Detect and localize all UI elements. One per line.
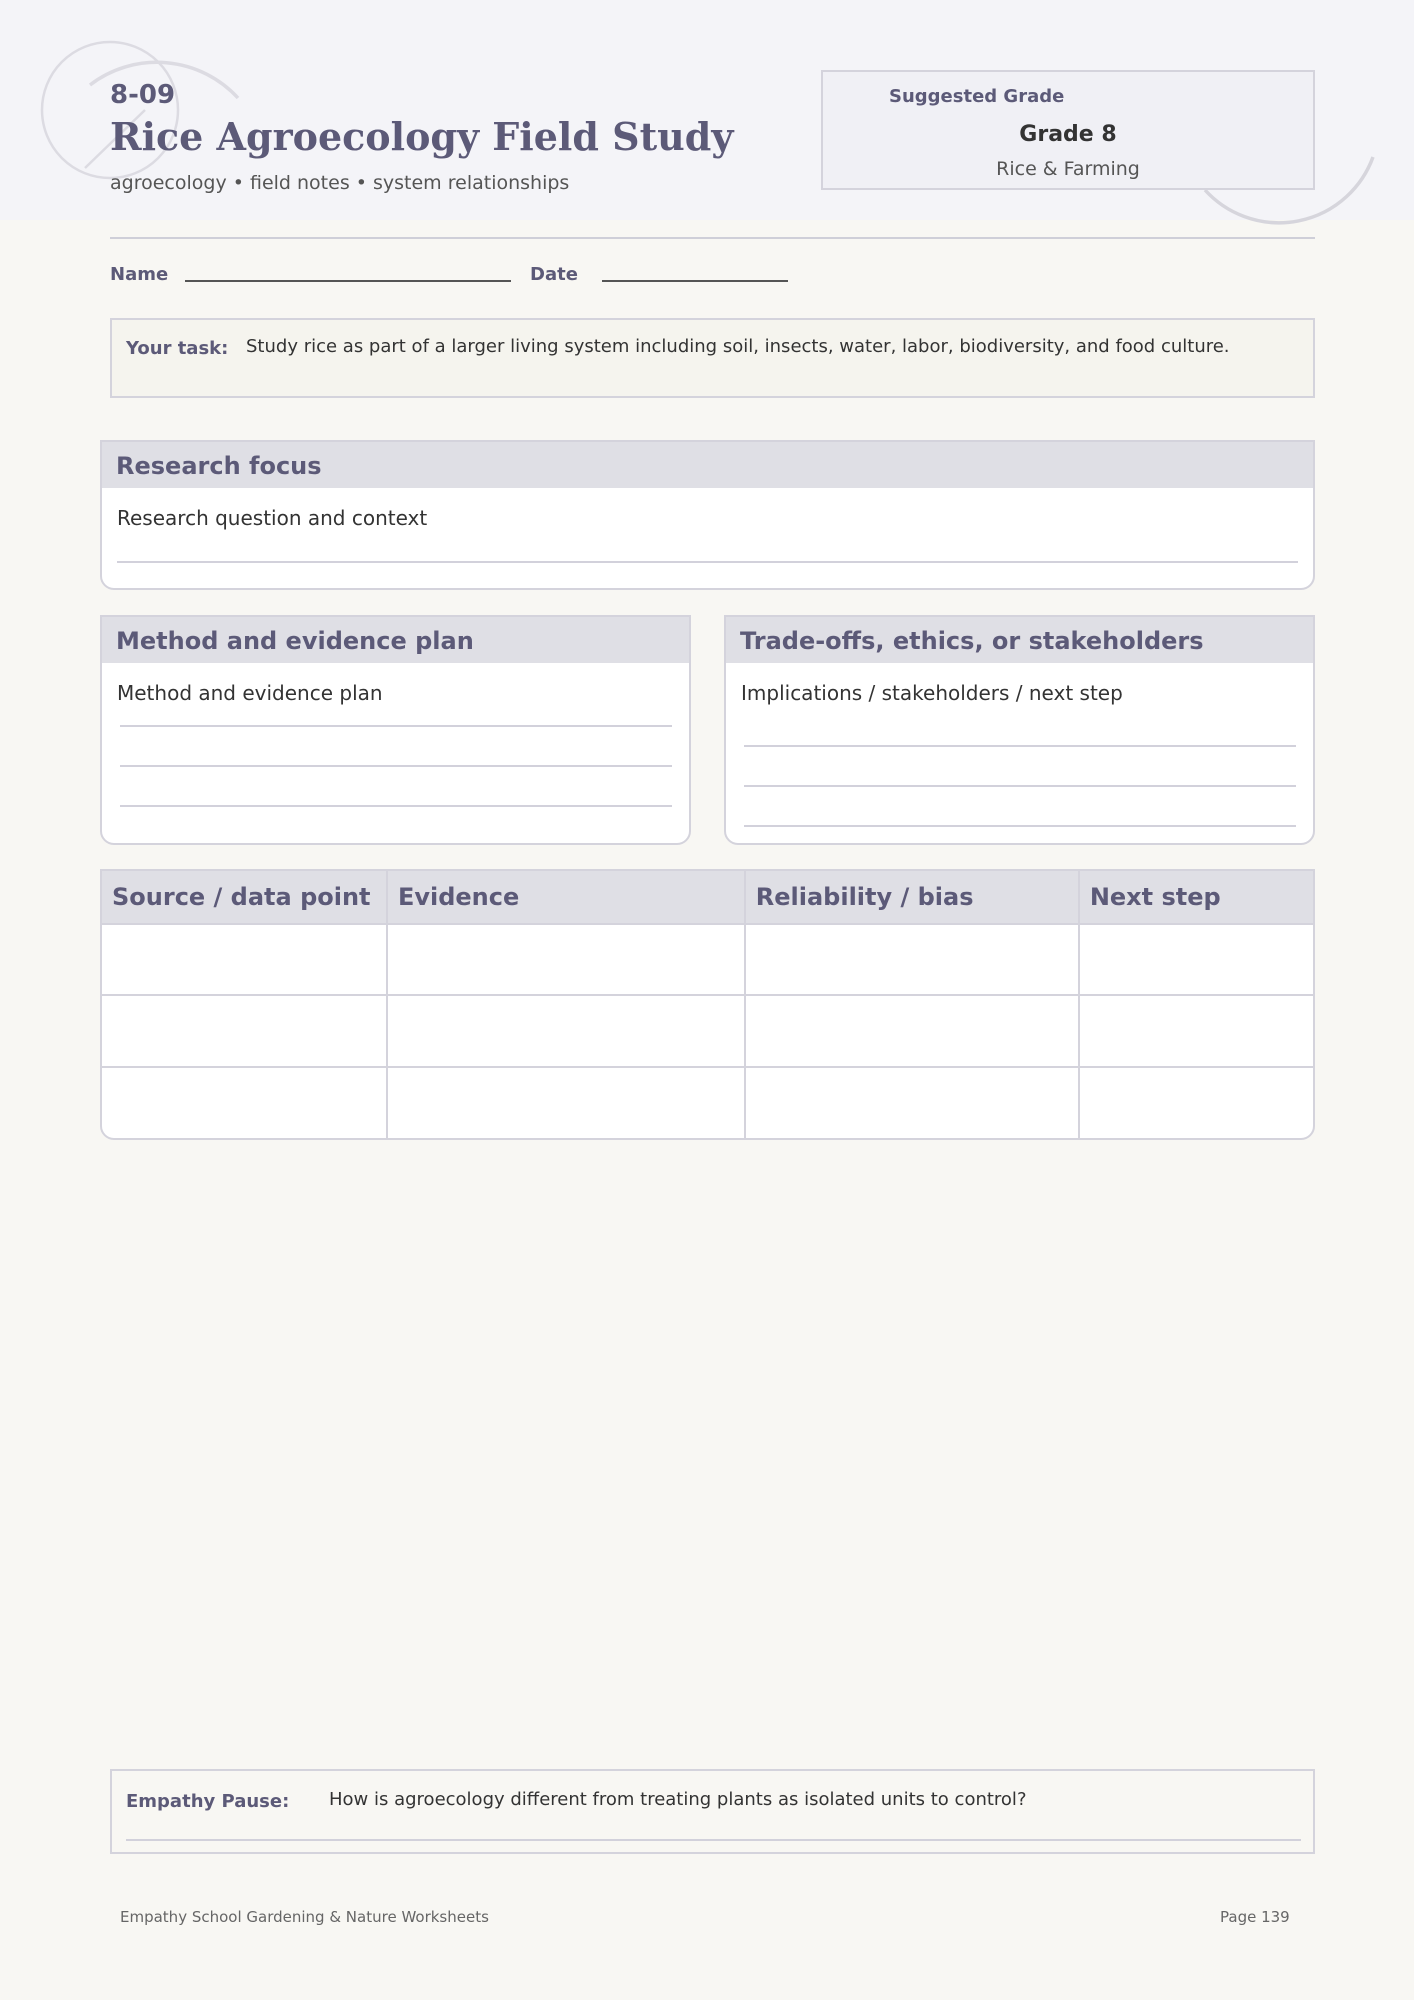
evidence-table — [100, 869, 1315, 1140]
page-title: Rice Agroecology Field Study — [110, 114, 734, 159]
writing-line[interactable] — [744, 785, 1296, 787]
date-field[interactable] — [602, 280, 788, 282]
writing-line[interactable] — [120, 725, 672, 727]
name-field[interactable] — [185, 280, 511, 282]
table-header-row — [102, 871, 1313, 924]
page-number: Page 139 — [1220, 1908, 1290, 1926]
table-row — [102, 1067, 1313, 1138]
page-subtitle: agroecology • field notes • system relationships — [110, 172, 570, 194]
table-cell[interactable] — [102, 1067, 387, 1138]
column-header: Next step — [1079, 871, 1313, 924]
column-header: Source / data point — [102, 871, 387, 924]
research-focus-card — [100, 440, 1315, 590]
table-cell[interactable] — [745, 995, 1079, 1066]
writing-line[interactable] — [744, 825, 1296, 827]
table-cell[interactable] — [1079, 1067, 1313, 1138]
writing-line[interactable] — [120, 805, 672, 807]
method-card — [100, 615, 691, 845]
grade-value: Grade 8 — [1019, 122, 1117, 147]
task-label: Your task: — [126, 338, 229, 359]
worksheet-code: 8-09 — [110, 80, 176, 110]
research-focus-prompt: Research question and context — [117, 506, 428, 530]
table-cell[interactable] — [745, 1067, 1079, 1138]
table-cell[interactable] — [387, 924, 745, 995]
footer-series-title: Empathy School Gardening & Nature Worksheets — [120, 1908, 489, 1926]
method-prompt: Method and evidence plan — [117, 681, 383, 705]
table-cell[interactable] — [387, 995, 745, 1066]
table-row — [102, 924, 1313, 995]
column-header: Evidence — [387, 871, 745, 924]
tradeoffs-prompt: Implications / stakeholders / next step — [741, 681, 1123, 705]
empathy-pause-label: Empathy Pause: — [126, 1791, 290, 1812]
table-cell[interactable] — [387, 1067, 745, 1138]
table-cell[interactable] — [102, 995, 387, 1066]
table-cell[interactable] — [1079, 924, 1313, 995]
table-cell[interactable] — [745, 924, 1079, 995]
tradeoffs-card — [724, 615, 1315, 845]
tradeoffs-title: Trade-offs, ethics, or stakeholders — [726, 617, 1313, 663]
empathy-pause-question: How is agroecology different from treating plants as isolated units to control? — [329, 1789, 1027, 1810]
empathy-pause-box — [110, 1769, 1315, 1854]
table-row — [102, 995, 1313, 1066]
method-title: Method and evidence plan — [102, 617, 689, 663]
table-cell[interactable] — [102, 924, 387, 995]
writing-line[interactable] — [117, 561, 1298, 563]
writing-line[interactable] — [744, 745, 1296, 747]
writing-line[interactable] — [120, 765, 672, 767]
writing-line[interactable] — [126, 1839, 1301, 1841]
task-box — [110, 318, 1315, 398]
header-divider — [110, 237, 1315, 239]
column-header: Reliability / bias — [745, 871, 1079, 924]
date-label: Date — [530, 264, 578, 285]
grade-box — [821, 70, 1315, 190]
name-label: Name — [110, 264, 169, 285]
table-cell[interactable] — [1079, 995, 1313, 1066]
task-text: Study rice as part of a larger living system including soil, insects, water, labor, biodiversity, and food culture. — [246, 336, 1230, 357]
research-focus-title: Research focus — [102, 442, 1313, 488]
grade-label: Suggested Grade — [889, 86, 1065, 107]
grade-topic: Rice & Farming — [996, 158, 1140, 180]
